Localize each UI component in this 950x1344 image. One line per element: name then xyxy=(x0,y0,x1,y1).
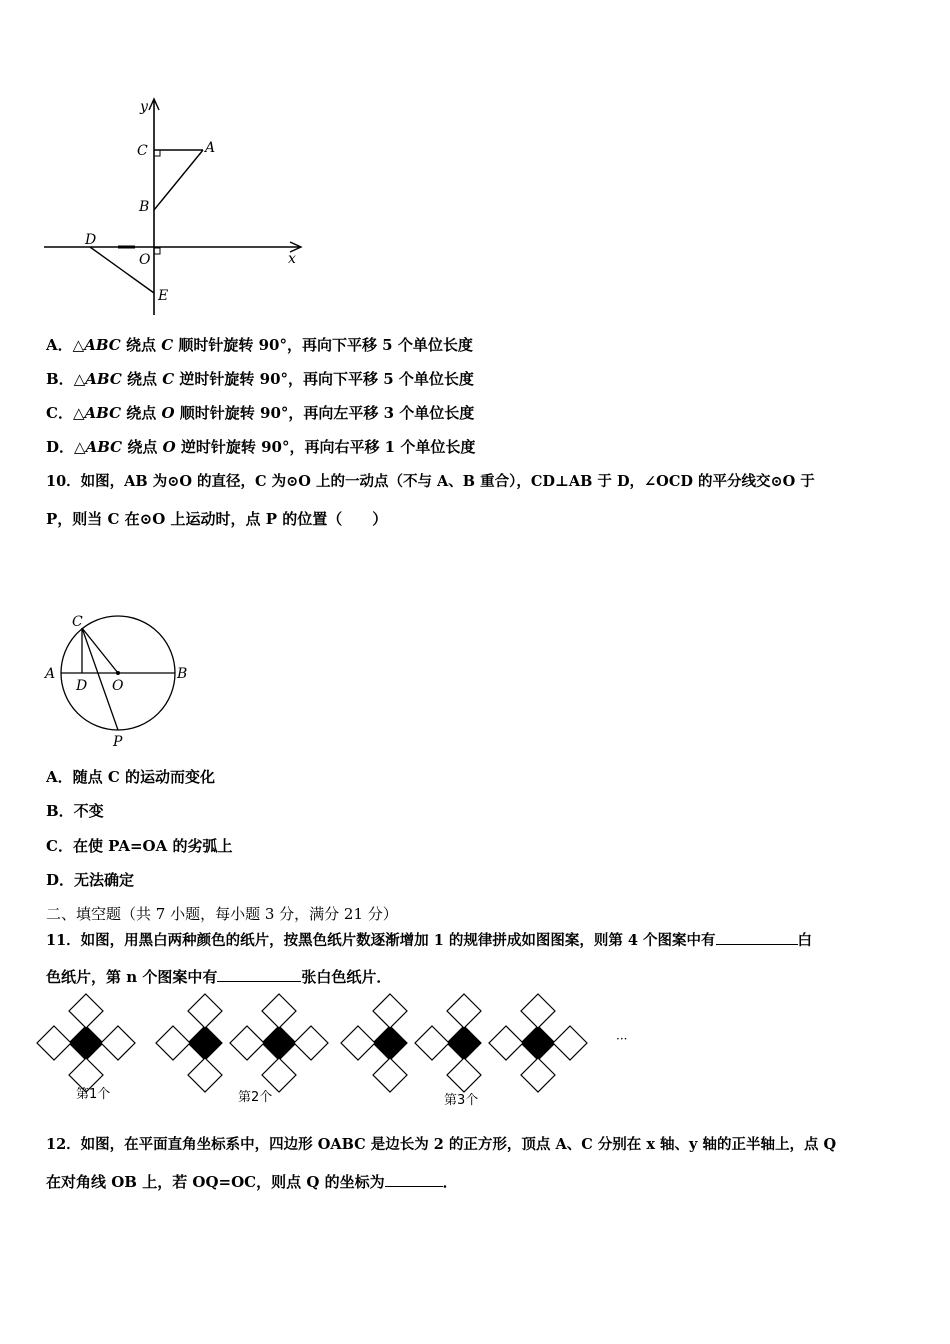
black-tile xyxy=(188,1026,222,1060)
q11-text: 张白色纸片． xyxy=(301,968,392,986)
q10-option-a: A．随点 C 的运动而变化 xyxy=(46,768,216,786)
triangle-symbol: △ xyxy=(72,404,85,422)
label-o: O xyxy=(112,678,124,694)
q12-line1: 12．如图，在平面直角坐标系中，四边形 OABC 是边长为 2 的正方形，顶点 A、C 分别在 x 轴、y 轴的正半轴上，点 Q xyxy=(46,1136,837,1153)
white-tile xyxy=(521,994,555,1028)
q11-text: 色纸片，第 n 个图案中有 xyxy=(46,968,218,986)
white-tile xyxy=(101,1026,135,1060)
q10-line2: P，则当 C 在⊙O 上运动时，点 P 的位置（ ） xyxy=(46,510,388,528)
right-angle-c xyxy=(154,150,160,156)
option-text: 逆时针旋转 90°，再向右平移 1 个单位长度 xyxy=(175,438,476,456)
option-text: 逆时针旋转 90°，再向下平移 5 个单位长度 xyxy=(174,370,474,388)
white-tile xyxy=(37,1026,71,1060)
triangle-name: ABC xyxy=(85,370,122,388)
label-d: D xyxy=(76,678,88,694)
q9-figure xyxy=(40,95,310,320)
q11-blank-2[interactable] xyxy=(217,967,301,982)
right-angle-o xyxy=(154,248,160,254)
label-c: C xyxy=(72,614,83,630)
q9-option-c xyxy=(46,403,474,423)
q11-text: 白 xyxy=(797,932,813,949)
label-c: C xyxy=(137,143,148,159)
q9-option-a xyxy=(46,335,473,355)
white-tile xyxy=(415,1026,449,1060)
triangle-symbol: △ xyxy=(74,438,86,456)
label-p: P xyxy=(113,734,123,750)
white-tile xyxy=(294,1026,328,1060)
label-b: B xyxy=(177,666,188,682)
triangle-symbol: △ xyxy=(72,336,85,354)
option-text: 顺时针旋转 90°，再向下平移 5 个单位长度 xyxy=(173,336,473,354)
white-tile xyxy=(188,1058,222,1092)
white-tile xyxy=(262,994,296,1028)
label-y: y xyxy=(140,99,148,115)
option-text: 绕点 xyxy=(121,404,162,422)
segment-ab xyxy=(154,150,203,210)
black-tile xyxy=(447,1026,481,1060)
white-tile xyxy=(489,1026,523,1060)
point-name: O xyxy=(161,404,175,422)
option-text: 绕点 xyxy=(122,438,163,456)
label-o: O xyxy=(139,252,151,268)
option-letter: C． xyxy=(46,404,73,422)
point-name: O xyxy=(162,438,176,456)
pattern-label-3: 第3个 xyxy=(444,1093,479,1108)
pattern-label-1: 第1个 xyxy=(76,1087,111,1102)
label-d: D xyxy=(85,232,97,248)
q10-option-d: D．无法确定 xyxy=(46,871,135,889)
q10-figure xyxy=(40,608,200,753)
label-a: A xyxy=(45,666,56,682)
white-tile xyxy=(373,994,407,1028)
q10-option-c: C．在使 PA=OA 的劣弧上 xyxy=(46,837,233,855)
q10-line1: 10．如图，AB 为⊙O 的直径，C 为⊙O 上的一动点（不与 A、B 重合），CD⊥AB 于 D，∠OCD 的平分线交⊙O 于 xyxy=(46,473,815,490)
option-letter: D． xyxy=(46,438,75,456)
white-tile xyxy=(373,1058,407,1092)
white-tile xyxy=(230,1026,264,1060)
q11-text: 11．如图，用黑白两种颜色的纸片，按黑色纸片数逐渐增加 1 的规律拼成如图图案，则第 4 个图案中有 xyxy=(46,932,716,949)
white-tile xyxy=(69,994,103,1028)
label-a: A xyxy=(205,140,216,156)
triangle-name: ABC xyxy=(85,438,123,456)
triangle-symbol: △ xyxy=(73,370,86,388)
segment-co xyxy=(82,628,118,673)
label-b: B xyxy=(139,199,150,215)
option-text: 绕点 xyxy=(120,336,162,354)
q12-line2 xyxy=(46,1172,458,1192)
black-tile xyxy=(373,1026,407,1060)
option-text: 绕点 xyxy=(121,370,163,388)
white-tile xyxy=(553,1026,587,1060)
point-name: C xyxy=(161,336,174,354)
label-e: E xyxy=(158,288,169,304)
section-2-title: 二、填空题（共 7 小题，每小题 3 分，满分 21 分） xyxy=(46,905,398,923)
q10-option-b: B．不变 xyxy=(46,802,104,820)
option-letter: A． xyxy=(46,336,73,354)
point-name: C xyxy=(162,370,175,388)
q12-text: ． xyxy=(442,1173,458,1191)
option-letter: B． xyxy=(46,370,74,388)
triangle-name: ABC xyxy=(84,336,121,354)
black-tile xyxy=(262,1026,296,1060)
white-tile xyxy=(447,1058,481,1092)
q11-blank-1[interactable] xyxy=(716,930,798,945)
white-tile xyxy=(521,1058,555,1092)
pattern-label-2: 第2个 xyxy=(238,1090,273,1105)
white-tile xyxy=(447,994,481,1028)
q11-pattern-figure xyxy=(46,1005,646,1085)
white-tile xyxy=(156,1026,190,1060)
q9-option-d xyxy=(46,437,475,457)
white-tile xyxy=(341,1026,375,1060)
pattern-ellipsis: ··· xyxy=(616,1032,628,1046)
point-o xyxy=(116,671,120,675)
black-tile xyxy=(69,1026,103,1060)
black-tile xyxy=(521,1026,555,1060)
q12-text: 在对角线 OB 上，若 OQ=OC，则点 Q 的坐标为 xyxy=(46,1173,385,1191)
q11-line1 xyxy=(46,930,812,951)
q11-line2 xyxy=(46,967,391,987)
white-tile xyxy=(188,994,222,1028)
label-x: x xyxy=(288,251,296,267)
q12-blank[interactable] xyxy=(385,1172,443,1187)
q9-option-b xyxy=(46,369,474,389)
triangle-name: ABC xyxy=(84,404,122,422)
option-text: 顺时针旋转 90°，再向左平移 3 个单位长度 xyxy=(174,404,475,422)
